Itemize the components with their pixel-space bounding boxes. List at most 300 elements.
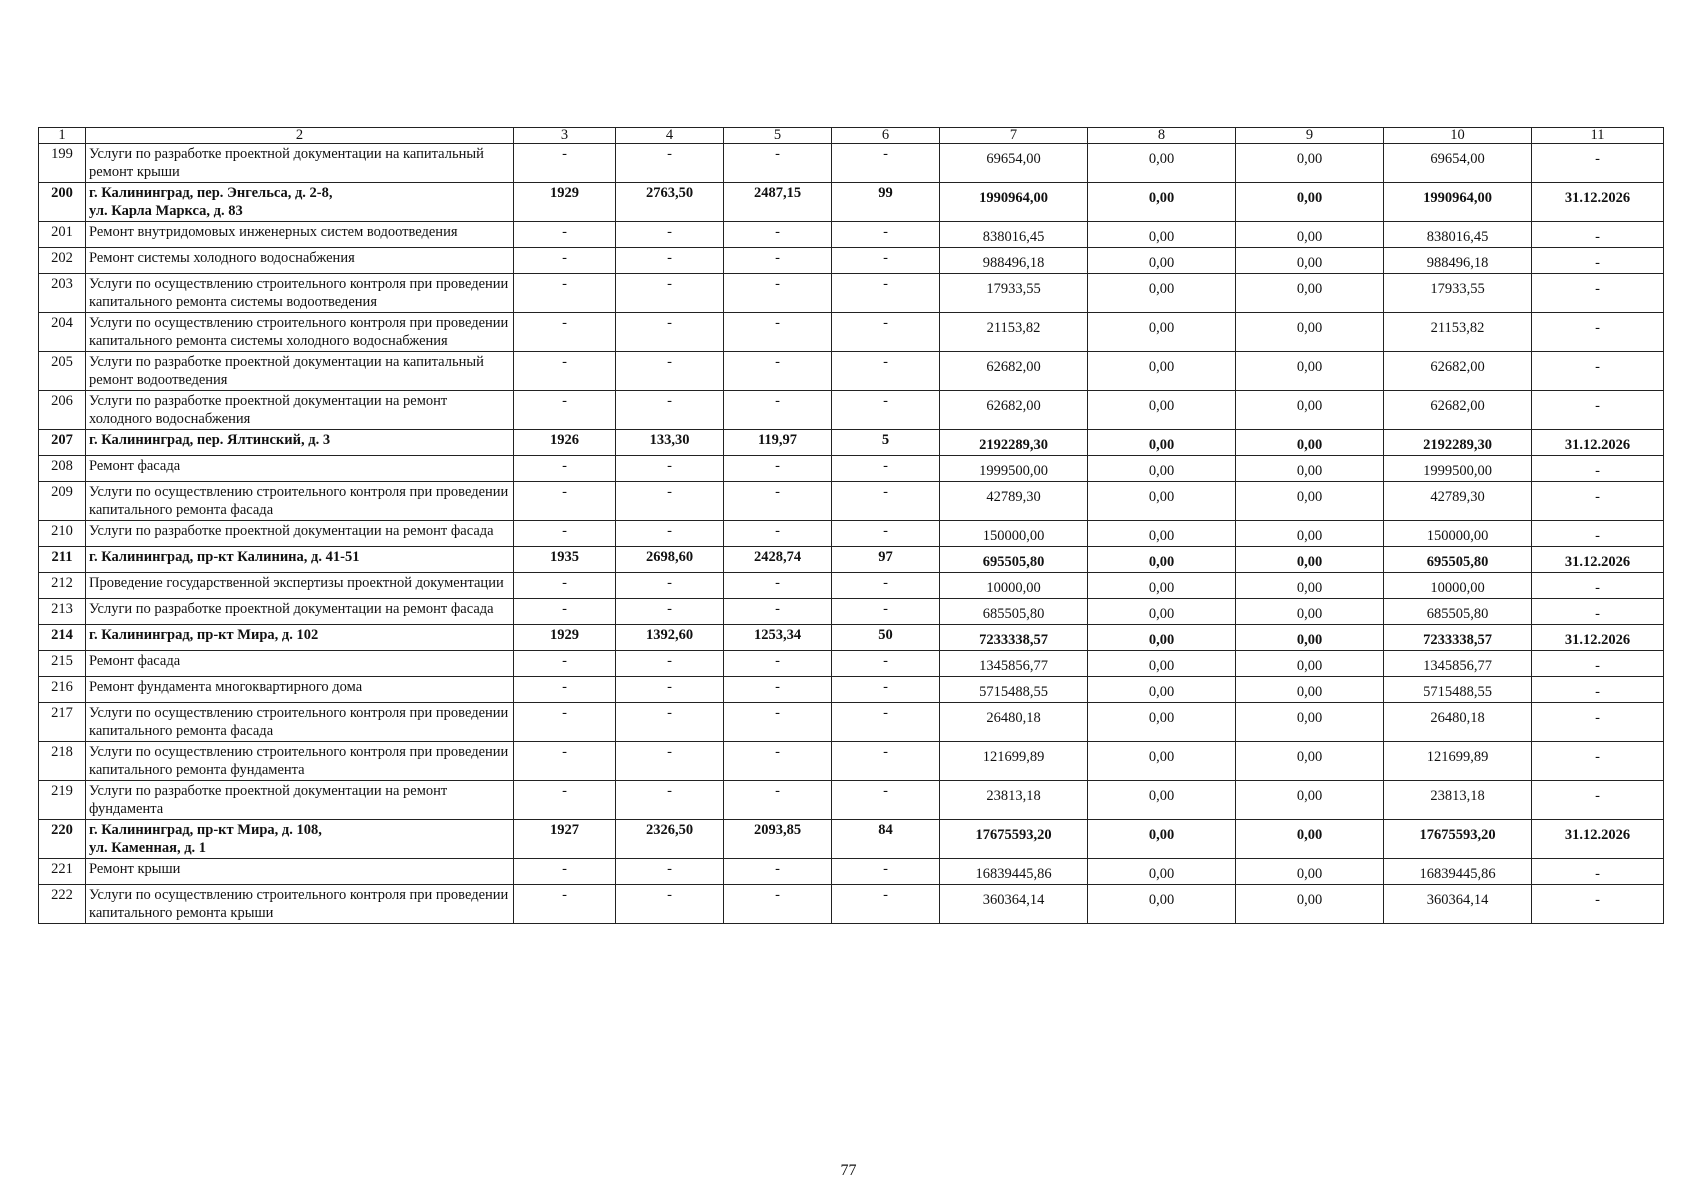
regional-cost-cell: 150000,00: [1384, 521, 1532, 547]
table-row: [39, 859, 1664, 885]
build-year-cell: -: [514, 222, 616, 248]
residents-cell: -: [832, 521, 940, 547]
living-area-cell: -: [724, 248, 832, 274]
row-number-cell: 199: [39, 144, 86, 183]
regional-cost-cell: 121699,89: [1384, 742, 1532, 781]
row-number-cell: 220: [39, 820, 86, 859]
residents-cell: 5: [832, 430, 940, 456]
deadline-cell: -: [1532, 677, 1664, 703]
living-area-cell: -: [724, 651, 832, 677]
fund-cost-cell: 0,00: [1088, 521, 1236, 547]
fund-cost-cell: 0,00: [1088, 456, 1236, 482]
owner-cost-cell: 0,00: [1236, 352, 1384, 391]
table-row: [39, 456, 1664, 482]
deadline-cell: 31.12.2026: [1532, 430, 1664, 456]
deadline-cell: -: [1532, 352, 1664, 391]
residents-cell: -: [832, 222, 940, 248]
row-number-cell: 219: [39, 781, 86, 820]
residents-cell: -: [832, 352, 940, 391]
residents-cell: -: [832, 742, 940, 781]
owner-cost-cell: 0,00: [1236, 391, 1384, 430]
total-cost-cell: 17675593,20: [940, 820, 1088, 859]
fund-cost-cell: 0,00: [1088, 547, 1236, 573]
deadline-cell: -: [1532, 703, 1664, 742]
regional-cost-cell: 62682,00: [1384, 352, 1532, 391]
row-description-cell: Ремонт крыши: [86, 859, 514, 885]
build-year-cell: -: [514, 703, 616, 742]
owner-cost-cell: 0,00: [1236, 703, 1384, 742]
living-area-cell: -: [724, 677, 832, 703]
fund-cost-cell: 0,00: [1088, 625, 1236, 651]
row-description-cell: г. Калининград, пр-кт Мира, д. 108, ул. Каменная, д. 1: [86, 820, 514, 859]
row-description-cell: Услуги по осуществлению строительного контроля при проведении капитального ремонта фасада: [86, 482, 514, 521]
deadline-cell: -: [1532, 599, 1664, 625]
deadline-cell: 31.12.2026: [1532, 547, 1664, 573]
residents-cell: -: [832, 274, 940, 313]
fund-cost-cell: 0,00: [1088, 599, 1236, 625]
build-year-cell: -: [514, 677, 616, 703]
regional-cost-cell: 988496,18: [1384, 248, 1532, 274]
column-number-4: 4: [616, 128, 724, 144]
owner-cost-cell: 0,00: [1236, 313, 1384, 352]
deadline-cell: -: [1532, 859, 1664, 885]
regional-cost-cell: 1999500,00: [1384, 456, 1532, 482]
owner-cost-cell: 0,00: [1236, 222, 1384, 248]
living-area-cell: -: [724, 703, 832, 742]
deadline-cell: 31.12.2026: [1532, 820, 1664, 859]
build-year-cell: -: [514, 742, 616, 781]
total-area-cell: -: [616, 742, 724, 781]
table-row: [39, 482, 1664, 521]
total-cost-cell: 988496,18: [940, 248, 1088, 274]
build-year-cell: 1926: [514, 430, 616, 456]
owner-cost-cell: 0,00: [1236, 742, 1384, 781]
fund-cost-cell: 0,00: [1088, 781, 1236, 820]
row-description-cell: г. Калининград, пр-кт Калинина, д. 41-51: [86, 547, 514, 573]
address-row: [39, 183, 1664, 222]
row-description-cell: Услуги по осуществлению строительного контроля при проведении капитального ремонта фундамента: [86, 742, 514, 781]
column-number-2: 2: [86, 128, 514, 144]
table-row: [39, 742, 1664, 781]
regional-cost-cell: 16839445,86: [1384, 859, 1532, 885]
row-description-cell: Ремонт фасада: [86, 456, 514, 482]
deadline-cell: -: [1532, 482, 1664, 521]
owner-cost-cell: 0,00: [1236, 820, 1384, 859]
owner-cost-cell: 0,00: [1236, 781, 1384, 820]
fund-cost-cell: 0,00: [1088, 573, 1236, 599]
row-description-cell: Услуги по осуществлению строительного контроля при проведении капитального ремонта фасада: [86, 703, 514, 742]
total-cost-cell: 5715488,55: [940, 677, 1088, 703]
owner-cost-cell: 0,00: [1236, 183, 1384, 222]
deadline-cell: -: [1532, 274, 1664, 313]
deadline-cell: -: [1532, 222, 1664, 248]
row-description-cell: Проведение государственной экспертизы проектной документации: [86, 573, 514, 599]
total-area-cell: -: [616, 456, 724, 482]
living-area-cell: 2428,74: [724, 547, 832, 573]
regional-cost-cell: 685505,80: [1384, 599, 1532, 625]
column-number-3: 3: [514, 128, 616, 144]
row-description-cell: Услуги по осуществлению строительного контроля при проведении капитального ремонта системы холодного водоснабжения: [86, 313, 514, 352]
column-number-6: 6: [832, 128, 940, 144]
fund-cost-cell: 0,00: [1088, 313, 1236, 352]
column-number-7: 7: [940, 128, 1088, 144]
fund-cost-cell: 0,00: [1088, 222, 1236, 248]
fund-cost-cell: 0,00: [1088, 482, 1236, 521]
living-area-cell: -: [724, 742, 832, 781]
total-cost-cell: 685505,80: [940, 599, 1088, 625]
total-area-cell: -: [616, 677, 724, 703]
total-area-cell: -: [616, 313, 724, 352]
row-description-cell: Услуги по разработке проектной документации на капитальный ремонт водоотведения: [86, 352, 514, 391]
owner-cost-cell: 0,00: [1236, 677, 1384, 703]
residents-cell: -: [832, 677, 940, 703]
deadline-cell: -: [1532, 573, 1664, 599]
residents-cell: 97: [832, 547, 940, 573]
total-area-cell: -: [616, 859, 724, 885]
total-cost-cell: 17933,55: [940, 274, 1088, 313]
residents-cell: 99: [832, 183, 940, 222]
build-year-cell: -: [514, 781, 616, 820]
row-number-cell: 213: [39, 599, 86, 625]
residents-cell: -: [832, 313, 940, 352]
residents-cell: 50: [832, 625, 940, 651]
regional-cost-cell: 838016,45: [1384, 222, 1532, 248]
total-area-cell: -: [616, 391, 724, 430]
row-number-cell: 215: [39, 651, 86, 677]
owner-cost-cell: 0,00: [1236, 482, 1384, 521]
build-year-cell: -: [514, 313, 616, 352]
row-description-cell: Услуги по разработке проектной документации на ремонт фасада: [86, 521, 514, 547]
row-description-cell: Услуги по осуществлению строительного контроля при проведении капитального ремонта крыши: [86, 885, 514, 924]
total-area-cell: -: [616, 248, 724, 274]
living-area-cell: -: [724, 313, 832, 352]
total-area-cell: -: [616, 222, 724, 248]
total-cost-cell: 69654,00: [940, 144, 1088, 183]
row-number-cell: 210: [39, 521, 86, 547]
regional-cost-cell: 1990964,00: [1384, 183, 1532, 222]
deadline-cell: -: [1532, 391, 1664, 430]
table-row: [39, 677, 1664, 703]
column-number-5: 5: [724, 128, 832, 144]
deadline-cell: -: [1532, 651, 1664, 677]
row-number-cell: 216: [39, 677, 86, 703]
fund-cost-cell: 0,00: [1088, 703, 1236, 742]
total-cost-cell: 121699,89: [940, 742, 1088, 781]
total-area-cell: 133,30: [616, 430, 724, 456]
deadline-cell: -: [1532, 144, 1664, 183]
total-area-cell: -: [616, 573, 724, 599]
total-cost-cell: 695505,80: [940, 547, 1088, 573]
row-number-cell: 209: [39, 482, 86, 521]
total-area-cell: 2326,50: [616, 820, 724, 859]
table-row: [39, 521, 1664, 547]
row-number-cell: 222: [39, 885, 86, 924]
table-body: [39, 144, 1664, 924]
build-year-cell: -: [514, 391, 616, 430]
fund-cost-cell: 0,00: [1088, 859, 1236, 885]
row-number-cell: 218: [39, 742, 86, 781]
total-cost-cell: 150000,00: [940, 521, 1088, 547]
living-area-cell: -: [724, 456, 832, 482]
total-cost-cell: 2192289,30: [940, 430, 1088, 456]
build-year-cell: -: [514, 651, 616, 677]
living-area-cell: -: [724, 352, 832, 391]
total-cost-cell: 62682,00: [940, 391, 1088, 430]
regional-cost-cell: 360364,14: [1384, 885, 1532, 924]
row-number-cell: 214: [39, 625, 86, 651]
row-description-cell: Услуги по разработке проектной документации на ремонт холодного водоснабжения: [86, 391, 514, 430]
living-area-cell: -: [724, 599, 832, 625]
living-area-cell: 2093,85: [724, 820, 832, 859]
column-number-10: 10: [1384, 128, 1532, 144]
build-year-cell: -: [514, 248, 616, 274]
owner-cost-cell: 0,00: [1236, 144, 1384, 183]
total-area-cell: -: [616, 599, 724, 625]
owner-cost-cell: 0,00: [1236, 430, 1384, 456]
table-row: [39, 781, 1664, 820]
living-area-cell: -: [724, 573, 832, 599]
deadline-cell: -: [1532, 781, 1664, 820]
living-area-cell: -: [724, 391, 832, 430]
build-year-cell: -: [514, 144, 616, 183]
table-row: [39, 222, 1664, 248]
regional-cost-cell: 7233338,57: [1384, 625, 1532, 651]
total-area-cell: 2763,50: [616, 183, 724, 222]
owner-cost-cell: 0,00: [1236, 599, 1384, 625]
fund-cost-cell: 0,00: [1088, 183, 1236, 222]
regional-cost-cell: 2192289,30: [1384, 430, 1532, 456]
row-description-cell: Услуги по разработке проектной документации на ремонт фундамента: [86, 781, 514, 820]
total-area-cell: -: [616, 274, 724, 313]
row-number-cell: 206: [39, 391, 86, 430]
residents-cell: -: [832, 456, 940, 482]
owner-cost-cell: 0,00: [1236, 573, 1384, 599]
table-row: [39, 703, 1664, 742]
fund-cost-cell: 0,00: [1088, 248, 1236, 274]
fund-cost-cell: 0,00: [1088, 144, 1236, 183]
residents-cell: -: [832, 703, 940, 742]
table-row: [39, 573, 1664, 599]
row-description-cell: Услуги по разработке проектной документации на капитальный ремонт крыши: [86, 144, 514, 183]
build-year-cell: 1929: [514, 183, 616, 222]
row-number-cell: 217: [39, 703, 86, 742]
address-row: [39, 820, 1664, 859]
row-description-cell: Ремонт внутридомовых инженерных систем водоотведения: [86, 222, 514, 248]
total-cost-cell: 16839445,86: [940, 859, 1088, 885]
row-number-cell: 201: [39, 222, 86, 248]
living-area-cell: 119,97: [724, 430, 832, 456]
owner-cost-cell: 0,00: [1236, 274, 1384, 313]
row-description-cell: Ремонт фасада: [86, 651, 514, 677]
total-cost-cell: 10000,00: [940, 573, 1088, 599]
living-area-cell: 1253,34: [724, 625, 832, 651]
owner-cost-cell: 0,00: [1236, 885, 1384, 924]
build-year-cell: 1935: [514, 547, 616, 573]
table-row: [39, 651, 1664, 677]
build-year-cell: -: [514, 521, 616, 547]
residents-cell: -: [832, 482, 940, 521]
residents-cell: -: [832, 781, 940, 820]
owner-cost-cell: 0,00: [1236, 248, 1384, 274]
total-area-cell: -: [616, 781, 724, 820]
row-number-cell: 208: [39, 456, 86, 482]
total-cost-cell: 838016,45: [940, 222, 1088, 248]
deadline-cell: -: [1532, 521, 1664, 547]
regional-cost-cell: 10000,00: [1384, 573, 1532, 599]
total-cost-cell: 1999500,00: [940, 456, 1088, 482]
fund-cost-cell: 0,00: [1088, 885, 1236, 924]
build-year-cell: -: [514, 573, 616, 599]
fund-cost-cell: 0,00: [1088, 742, 1236, 781]
total-area-cell: -: [616, 482, 724, 521]
deadline-cell: -: [1532, 456, 1664, 482]
build-year-cell: -: [514, 456, 616, 482]
build-year-cell: 1927: [514, 820, 616, 859]
owner-cost-cell: 0,00: [1236, 859, 1384, 885]
residents-cell: -: [832, 391, 940, 430]
fund-cost-cell: 0,00: [1088, 391, 1236, 430]
total-area-cell: -: [616, 703, 724, 742]
residents-cell: -: [832, 248, 940, 274]
residents-cell: 84: [832, 820, 940, 859]
total-area-cell: -: [616, 144, 724, 183]
row-description-cell: Услуги по осуществлению строительного контроля при проведении капитального ремонта системы водоотведения: [86, 274, 514, 313]
regional-cost-cell: 42789,30: [1384, 482, 1532, 521]
regional-cost-cell: 5715488,55: [1384, 677, 1532, 703]
row-number-cell: 211: [39, 547, 86, 573]
row-number-cell: 207: [39, 430, 86, 456]
living-area-cell: -: [724, 482, 832, 521]
build-year-cell: 1929: [514, 625, 616, 651]
address-row: [39, 625, 1664, 651]
row-number-cell: 221: [39, 859, 86, 885]
living-area-cell: 2487,15: [724, 183, 832, 222]
table-row: [39, 274, 1664, 313]
column-number-1: 1: [39, 128, 86, 144]
total-cost-cell: 1990964,00: [940, 183, 1088, 222]
total-area-cell: -: [616, 885, 724, 924]
living-area-cell: -: [724, 274, 832, 313]
fund-cost-cell: 0,00: [1088, 651, 1236, 677]
total-cost-cell: 7233338,57: [940, 625, 1088, 651]
total-area-cell: -: [616, 352, 724, 391]
deadline-cell: -: [1532, 248, 1664, 274]
build-year-cell: -: [514, 599, 616, 625]
owner-cost-cell: 0,00: [1236, 456, 1384, 482]
deadline-cell: 31.12.2026: [1532, 625, 1664, 651]
total-area-cell: 1392,60: [616, 625, 724, 651]
row-number-cell: 205: [39, 352, 86, 391]
table-row: [39, 313, 1664, 352]
living-area-cell: -: [724, 144, 832, 183]
fund-cost-cell: 0,00: [1088, 820, 1236, 859]
residents-cell: -: [832, 885, 940, 924]
deadline-cell: -: [1532, 885, 1664, 924]
total-cost-cell: 360364,14: [940, 885, 1088, 924]
residents-cell: -: [832, 859, 940, 885]
regional-cost-cell: 21153,82: [1384, 313, 1532, 352]
build-year-cell: -: [514, 352, 616, 391]
row-description-cell: Ремонт системы холодного водоснабжения: [86, 248, 514, 274]
row-description-cell: Ремонт фундамента многоквартирного дома: [86, 677, 514, 703]
row-number-cell: 203: [39, 274, 86, 313]
residents-cell: -: [832, 651, 940, 677]
owner-cost-cell: 0,00: [1236, 625, 1384, 651]
row-number-cell: 200: [39, 183, 86, 222]
row-description-cell: г. Калининград, пер. Ялтинский, д. 3: [86, 430, 514, 456]
table-row: [39, 144, 1664, 183]
owner-cost-cell: 0,00: [1236, 651, 1384, 677]
address-row: [39, 430, 1664, 456]
row-number-cell: 204: [39, 313, 86, 352]
build-year-cell: -: [514, 859, 616, 885]
owner-cost-cell: 0,00: [1236, 547, 1384, 573]
table-row: [39, 885, 1664, 924]
fund-cost-cell: 0,00: [1088, 274, 1236, 313]
fund-cost-cell: 0,00: [1088, 352, 1236, 391]
total-area-cell: -: [616, 521, 724, 547]
deadline-cell: 31.12.2026: [1532, 183, 1664, 222]
fund-cost-cell: 0,00: [1088, 430, 1236, 456]
column-number-11: 11: [1532, 128, 1664, 144]
fund-cost-cell: 0,00: [1088, 677, 1236, 703]
row-number-cell: 212: [39, 573, 86, 599]
build-year-cell: -: [514, 885, 616, 924]
table-row: [39, 599, 1664, 625]
regional-cost-cell: 62682,00: [1384, 391, 1532, 430]
total-cost-cell: 1345856,77: [940, 651, 1088, 677]
build-year-cell: -: [514, 482, 616, 521]
total-cost-cell: 21153,82: [940, 313, 1088, 352]
page-number: 77: [840, 1162, 857, 1179]
regional-cost-cell: 17675593,20: [1384, 820, 1532, 859]
column-number-9: 9: [1236, 128, 1384, 144]
row-description-cell: Услуги по разработке проектной документации на ремонт фасада: [86, 599, 514, 625]
table-row: [39, 352, 1664, 391]
column-number-8: 8: [1088, 128, 1236, 144]
capital-repair-table: [38, 127, 1664, 924]
table-row: [39, 248, 1664, 274]
row-description-cell: г. Калининград, пер. Энгельса, д. 2-8, ул. Карла Маркса, д. 83: [86, 183, 514, 222]
regional-cost-cell: 695505,80: [1384, 547, 1532, 573]
living-area-cell: -: [724, 222, 832, 248]
row-number-cell: 202: [39, 248, 86, 274]
build-year-cell: -: [514, 274, 616, 313]
deadline-cell: -: [1532, 742, 1664, 781]
total-cost-cell: 42789,30: [940, 482, 1088, 521]
owner-cost-cell: 0,00: [1236, 521, 1384, 547]
column-number-row: [39, 128, 1664, 144]
deadline-cell: -: [1532, 313, 1664, 352]
living-area-cell: -: [724, 781, 832, 820]
residents-cell: -: [832, 599, 940, 625]
regional-cost-cell: 23813,18: [1384, 781, 1532, 820]
living-area-cell: -: [724, 885, 832, 924]
regional-cost-cell: 1345856,77: [1384, 651, 1532, 677]
living-area-cell: -: [724, 859, 832, 885]
regional-cost-cell: 26480,18: [1384, 703, 1532, 742]
regional-cost-cell: 69654,00: [1384, 144, 1532, 183]
total-cost-cell: 26480,18: [940, 703, 1088, 742]
residents-cell: -: [832, 573, 940, 599]
row-description-cell: г. Калининград, пр-кт Мира, д. 102: [86, 625, 514, 651]
total-cost-cell: 23813,18: [940, 781, 1088, 820]
total-area-cell: -: [616, 651, 724, 677]
total-area-cell: 2698,60: [616, 547, 724, 573]
living-area-cell: -: [724, 521, 832, 547]
regional-cost-cell: 17933,55: [1384, 274, 1532, 313]
residents-cell: -: [832, 144, 940, 183]
